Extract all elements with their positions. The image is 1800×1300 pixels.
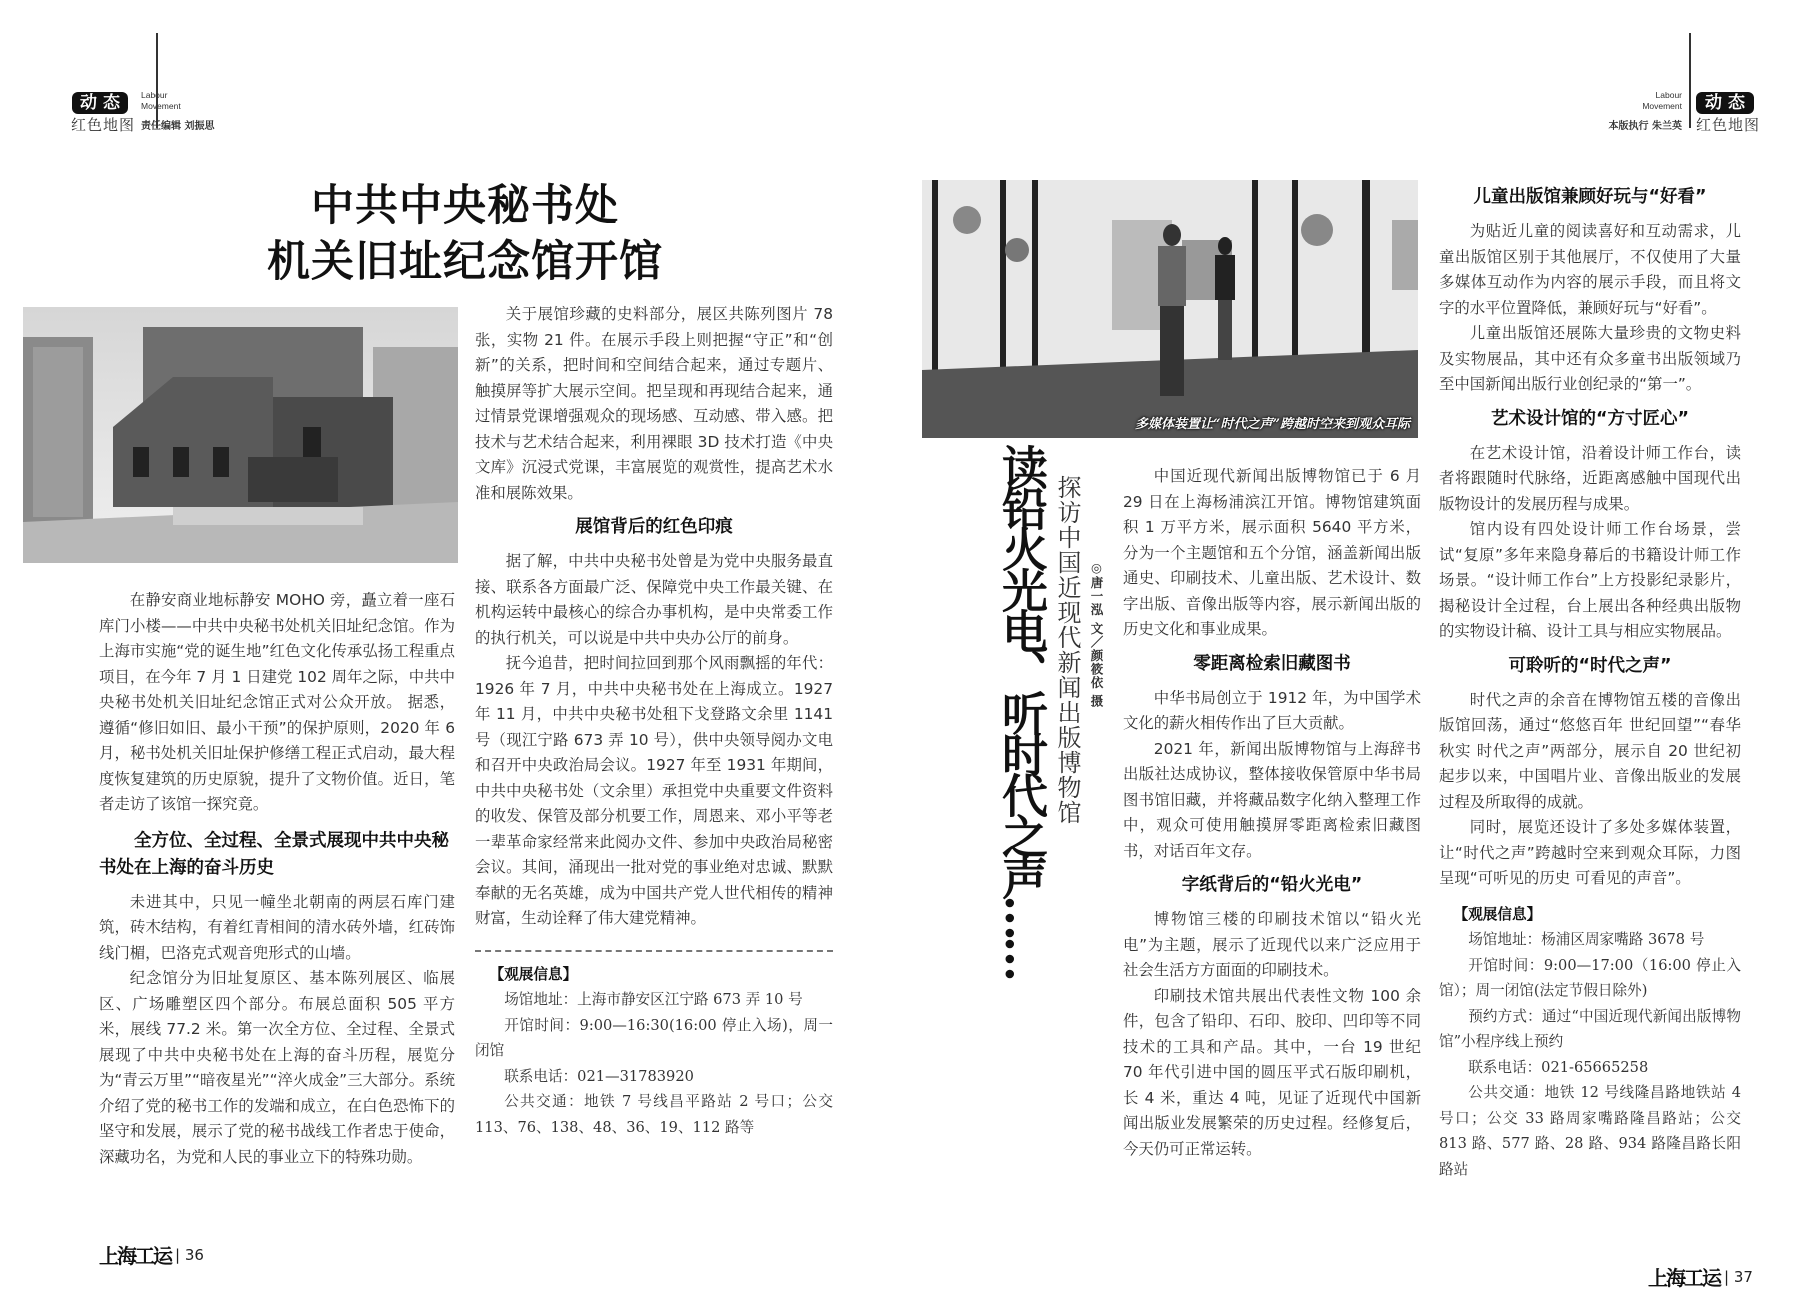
- page-footer-left: [99, 1240, 204, 1269]
- body-paragraph: 博物馆三楼的印刷技术馆以“铅火光电”为主题，展示了近现代以来广泛应用于社会生活方方面面的印刷技术。: [1123, 910, 1421, 979]
- dashed-divider: [475, 950, 833, 952]
- memorial-building-image: [23, 307, 458, 563]
- article-subtitle-vertical: 探访中国近现代新闻出版博物馆: [1053, 475, 1081, 825]
- visit-info-heading: 【观展信息】: [1453, 905, 1542, 923]
- page-number: | 36: [175, 1245, 204, 1264]
- section-heading: 全方位、全过程、全景式展现中共中央秘书处在上海的奋斗历史: [99, 830, 449, 878]
- visit-info-hours: 开馆时间：9:00—16:30(16:00 停止入场)，周一闭馆: [475, 1016, 833, 1059]
- section-badge: 动态: [1696, 92, 1754, 114]
- title-line-1: 中共中央秘书处: [311, 181, 619, 231]
- section-heading: 字纸背后的“铅火光电”: [1181, 875, 1363, 895]
- body-paragraph: 在艺术设计馆，沿着设计师工作台，读者将跟随时代脉络，近距离感触中国现代出版物设计的发展历程与成果。: [1439, 443, 1741, 513]
- exhibition-hall-image: [922, 180, 1418, 438]
- header-en-line2: Movement: [1642, 101, 1682, 111]
- visit-info-right: [1439, 902, 1741, 1183]
- intro-paragraph: 中国近现代新闻出版博物馆已于 6 月 29 日在上海杨浦滨江开馆。博物馆建筑面积 1 万平方米，展示面积 5640 平方米，分为一个主题馆和五个分馆，涵盖新闻出版通史、印刷技术、儿童出版、艺术设计、数字出版、音像出版等内容，展示新闻出版的历史文化和事业成果。: [1123, 467, 1421, 638]
- visit-info-transit: 公共交通：地铁 7 号线昌平路站 2 号口；公交 113、76、138、48、36、19、112 路等: [475, 1093, 833, 1136]
- visit-info-booking: 预约方式：通过“中国近现代新闻出版博物馆”小程序线上预约: [1439, 1007, 1741, 1050]
- header-divider: [1689, 33, 1691, 128]
- visit-info-phone: 联系电话：021—31783920: [504, 1067, 694, 1085]
- visit-info-hours: 开馆时间：9:00—17:00（16:00 停止入馆）；周一闭馆(法定节假日除外): [1439, 956, 1741, 999]
- article-column-2: [475, 302, 833, 1140]
- body-paragraph: 儿童出版馆还展陈大量珍贵的文物史料及实物展品，其中还有众多童书出版领域乃至中国新闻出版行业创纪录的“第一”。: [1439, 324, 1741, 393]
- header-en-label: [1642, 90, 1682, 112]
- section-heading: 艺术设计馆的“方寸匠心”: [1490, 408, 1689, 429]
- title-line-2: 机关旧址纪念馆开馆: [267, 237, 663, 287]
- editor-credit: 责任编辑 刘振思: [141, 121, 215, 132]
- memorial-building-photo: [23, 307, 458, 563]
- section-name: 红色地图: [71, 116, 136, 134]
- article-column-1: [99, 588, 455, 1170]
- visit-info-phone: 联系电话：021-65665258: [1468, 1058, 1649, 1076]
- section-name: 红色地图: [1696, 116, 1761, 134]
- exhibition-hall-photo: [922, 180, 1418, 438]
- section-heading: 展馆背后的红色印痕: [575, 517, 733, 537]
- body-paragraph: 为贴近儿童的阅读喜好和互动需求，儿童出版馆区别于其他展厅，不仅使用了大量多媒体互动作为内容的展示手段，而且将文字的水平位置降低，兼顾好玩与“好看”。: [1439, 222, 1741, 317]
- section-heading: 零距离检索旧藏图书: [1193, 653, 1351, 674]
- visit-info-address: 场馆地址：上海市静安区江宁路 673 弄 10 号: [504, 991, 803, 1008]
- visit-info-left: [475, 962, 833, 1141]
- header-en-line2: Movement: [141, 101, 181, 111]
- header-divider: [156, 33, 158, 128]
- body-paragraph: 2021 年，新闻出版博物馆与上海辞书出版社达成协议，整体接收保管原中华书局图书馆旧藏，并将藏品数字化纳入整理工作中，观众可使用触摸屏零距离检索旧藏图书，对话百年文存。: [1123, 739, 1421, 860]
- magazine-logo: 上海工运: [1648, 1266, 1720, 1290]
- section-heading: 可聆听的“时代之声”: [1508, 655, 1672, 676]
- intro-paragraph: 在静安商业地标静安 MOHO 旁，矗立着一座石库门小楼——中共中央秘书处机关旧址纪念馆。作为上海市实施“党的诞生地”红色文化传承弘扬工程重点项目，在今年 7 月 1 日建党 102 周年之际，中共中央秘书处机关旧址纪念馆正式对公众开放。 据悉，遵循“修旧如旧、最小干预”的保护原则，2020 年 6 月，秘书处机关旧址保护修缮工程正式启动，最大程度恢复建筑的历史原貌，提升了文物价值。近日，笔者走访了该馆一探究竟。: [99, 591, 455, 813]
- visit-info-transit: 公共交通：地铁 12 号线隆昌路地铁站 4 号口；公交 33 路周家嘴路隆昌路站；公交 813 路、577 路、28 路、934 路隆昌路长阳路站: [1439, 1084, 1741, 1178]
- magazine-logo: 上海工运: [99, 1244, 171, 1268]
- body-paragraph: 中华书局创立于 1912 年，为中国学术文化的薪火相传作出了巨大贡献。: [1123, 688, 1421, 732]
- section-heading: 儿童出版馆兼顾好玩与“好看”: [1473, 187, 1707, 207]
- section-badge: 动态: [72, 92, 128, 114]
- body-paragraph: 关于展馆珍藏的史料部分，展区共陈列图片 78 张，实物 21 件。在展示手段上则把握“守正”和“创新”的关系，把时间和空间结合起来，通过专题片、触摸屏等扩大展示空间。把呈现和再现结合起来，通过情景党课增强观众的现场感、互动感、带入感。把技术与艺术结合起来，利用裸眼 3D 技术打造《中央文库》沉浸式党课，丰富展览的观赏性，提高艺术水准和展陈效果。: [475, 305, 833, 502]
- article-column-4: [1439, 176, 1741, 1182]
- body-paragraph: 时代之声的余音在博物馆五楼的音像出版馆回荡，通过“悠悠百年 世纪回望”“春华秋实 时代之声”两部分，展示自 20 世纪初起步以来，中国唱片业、音像出版业的发展过程及所取得的成就。: [1439, 690, 1741, 811]
- body-paragraph: 印刷技术馆共展出代表性文物 100 余件，包含了铅印、石印、胶印、凹印等不同技术的工具和产品。其中，一台 19 世纪 70 年代引进中国的圆压平式石版印刷机，长 4 米，重达 4 吨，见证了近现代中国新闻出版业发展繁荣的历史过程。经修复后，今天仍可正常运转。: [1123, 986, 1421, 1158]
- photo-caption: 多媒体装置让“时代之声”跨越时空来到观众耳际: [1135, 417, 1410, 432]
- header-en-line1: Labour: [141, 90, 168, 100]
- page-footer-right: [1648, 1262, 1753, 1291]
- visit-info-heading: 【观展信息】: [489, 965, 578, 983]
- header-en-line1: Labour: [1655, 90, 1682, 100]
- editor-credit: 本版执行 朱兰英: [1608, 121, 1682, 132]
- body-paragraph: 馆内设有四处设计师工作台场景，尝试“复原”多年来隐身幕后的书籍设计师工作场景。“设计师工作台”上方投影纪录影片，揭秘设计全过程，台上展出各种经典出版物的实物设计稿、设计工具与相应实物展品。: [1439, 520, 1741, 640]
- body-paragraph: 同时，展览还设计了多处多媒体装置，让“时代之声”跨越时空来到观众耳际，力图呈现“可听见的历史 可看见的声音”。: [1439, 818, 1741, 887]
- visit-info-address: 场馆地址：杨浦区周家嘴路 3678 号: [1468, 931, 1705, 948]
- page-number: | 37: [1724, 1267, 1753, 1286]
- body-paragraph: 未进其中，只见一幢坐北朝南的两层石库门建筑，砖木结构，有着红青相间的清水砖外墙，红砖饰线门楣，巴洛克式观音兜形式的山墙。: [99, 892, 455, 962]
- article-title: [200, 178, 730, 290]
- header-en-label: [141, 90, 181, 112]
- article-title-vertical: 读铅火光电、听时代之声……: [995, 444, 1049, 977]
- body-paragraph: 据了解，中共中央秘书处曾是为党中央服务最直接、联系各方面最广泛、保障党中央工作最关键、在机构运转中最核心的综合办事机构，是中央常委工作的执行机关，可以说是中共中央办公厅的前身。: [475, 552, 833, 647]
- article-column-3: [1123, 464, 1421, 1162]
- body-paragraph: 纪念馆分为旧址复原区、基本陈列展区、临展区、广场雕塑区四个部分。布展总面积 505 平方米，展线 77.2 米。第一次全方位、全过程、全景式展现了中共中央秘书处在上海的奋斗历程，展览分为“青云万里”“暗夜星光”“淬火成金”三大部分。系统介绍了党的秘书工作的发端和成立，在白色恐怖下的坚守和发展，展示了党的秘书战线工作者忠于使命，深藏功名，为党和人民的事业立下的特殊功勋。: [99, 969, 455, 1166]
- body-paragraph: 抚今追昔，把时间拉回到那个风雨飘摇的年代：1926 年 7 月，中共中央秘书处在上海成立。1927 年 11 月，中共中央秘书处租下戈登路文余里 1141 号（现江宁路 673 弄 10 号），供中央领导阅办文电和召开中央政治局会议。1927 年至 1931 年期间，中共中央秘书处（文余里）承担党中央重要文件资料的收发、保管及部分机要工作，周恩来、邓小平等老一辈革命家经常来此阅办文件、参加中央政治局秘密会议。其间，涌现出一批对党的事业绝对忠诚、默默奉献的无名英雄，成为中国共产党人世代相传的精神财富，生动诠释了伟大建党精神。: [475, 654, 833, 927]
- byline: ◎唐一泓 文／颜筱依 摄: [1089, 560, 1104, 709]
